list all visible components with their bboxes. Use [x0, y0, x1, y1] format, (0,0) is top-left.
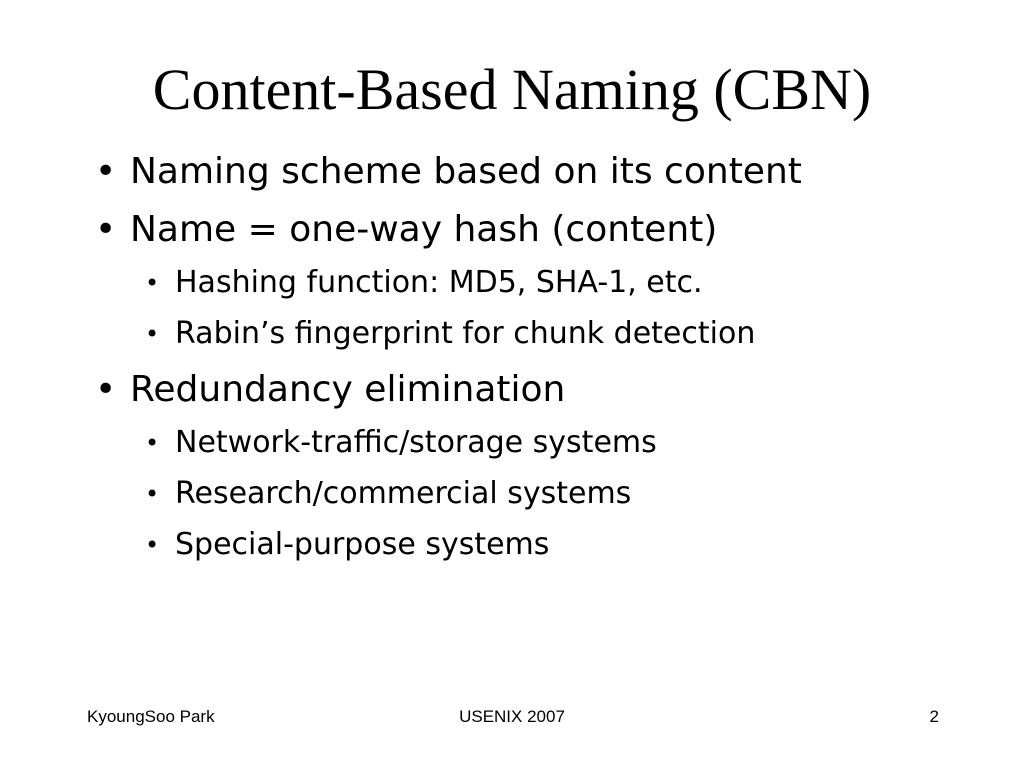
sub-bullet-text: Rabin’s fingerprint for chunk detection [175, 316, 756, 351]
sub-bullet-icon: • [145, 429, 160, 457]
sub-bullet-icon: • [145, 320, 160, 348]
bullet-icon: • [95, 151, 117, 192]
footer-author: KyoungSoo Park [87, 707, 215, 726]
sub-bullet-text: Hashing function: MD5, SHA-1, etc. [175, 265, 703, 300]
sub-bullet-text: Research/commercial systems [175, 476, 632, 511]
sub-bullet-item [0, 422, 1024, 464]
bullet-text: Naming scheme based on its content [130, 151, 802, 192]
sub-bullet-text: Network-traffic/storage systems [175, 425, 657, 460]
sub-bullet-item [0, 313, 1024, 355]
footer-page-number: 2 [929, 707, 939, 726]
sub-bullet-item [0, 524, 1024, 566]
bullet-item [0, 146, 1024, 198]
sub-bullet-item [0, 473, 1024, 515]
bullet-list [0, 146, 1024, 566]
bullet-item [0, 204, 1024, 256]
sub-bullet-icon: • [145, 480, 160, 508]
bullet-text: Redundancy elimination [130, 369, 566, 410]
bullet-icon: • [95, 369, 117, 410]
sub-bullet-icon: • [145, 531, 160, 559]
sub-bullet-text: Special-purpose systems [175, 527, 550, 562]
bullet-icon: • [95, 209, 117, 250]
footer-event: USENIX 2007 [459, 707, 565, 726]
slide-title: Content-Based Naming (CBN) [152, 57, 872, 122]
bullet-item [0, 364, 1024, 416]
sub-bullet-item [0, 262, 1024, 304]
bullet-text: Name = one-way hash (content) [130, 209, 718, 250]
sub-bullet-icon: • [145, 269, 160, 297]
